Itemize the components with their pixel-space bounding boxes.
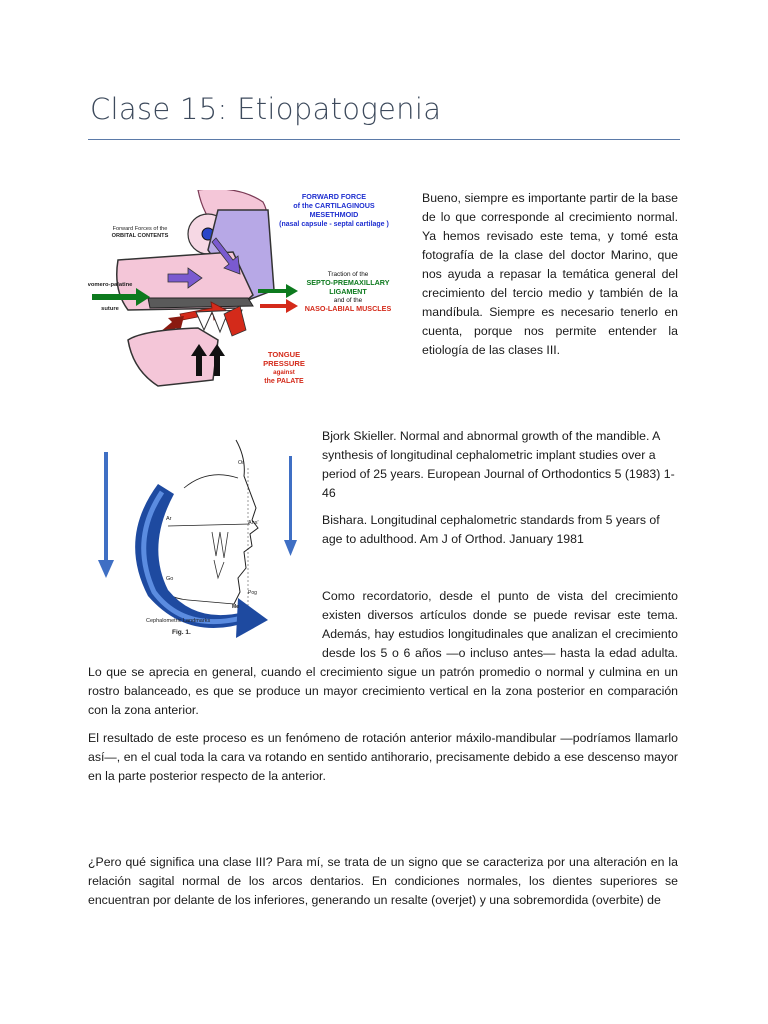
label-traction-3: LIGAMENT [329,287,367,296]
label-forward-force-2: of the CARTILAGINOUS [293,201,375,210]
label-vomero-1: vomero-palatine [88,282,133,288]
landmark-me: Me [232,604,239,610]
mandible-shape [128,328,218,386]
label-tongue-1: TONGUE [267,350,301,359]
landmark-go: Go [166,576,174,582]
growth-paragraph-text: Como recordatorio, desde el punto de vista del crecimiento existen diversos artículos donde se puede revisar este tema. Además, hay estudios longitudinales que analizan el crecimiento desde los 5 o 6 años —o incluso antes— hasta la edad adulta. Lo que se aprecia en general, cuando el crecimiento sigue un patrón promedio o normal y culmina en un rostro balanceado, es que se produce un mayor crecimiento vertical en la zona posterior en comparación con la zona anterior. [88,589,678,717]
skull-contour-line [184,475,238,488]
landmark-or: Or [238,460,245,466]
intro-paragraph: Bueno, siempre es importante partir de la base de lo que corresponde al crecimiento normal. Ya hemos revisado este tema, y tomé esta fotografía de la clase del doctor Marino, que nos ayuda a repasar la temática general del crecimiento del tercio medio y también de la mandíbula. Siempre es necesario tenerlo en cuenta, porque nos permite entender la etiología de las clases III. [422,191,678,357]
label-traction-5: NASO-LABIAL MUSCLES [304,304,392,313]
label-traction-2: SEPTO-PREMAXILLARY [306,278,390,287]
reference-bishara: Bishara. Longitudinal cephalometric standards from 5 years of age to adulthood. Am J of Orthod. January 1981 [322,513,660,546]
title-divider [88,139,680,140]
label-tongue-3: against [273,369,295,376]
reference-bjork-skieller: Bjork Skieller. Normal and abnormal growth of the mandible. A synthesis of longitudinal cephalometric implant studies over a period of 25 years. European Journal of Orthodontics 5 (1983) 1-46 [322,429,675,500]
label-forward-force-4: (nasal capsule - septal cartilage ) [279,221,389,228]
red-arrow-right [260,299,298,313]
class-iii-paragraph: ¿Pero qué significa una clase III? Para mí, se trata de un signo que se caracteriza por una alteración en la relación sagital normal de los arcos dentarios. En condiciones normales, los dientes superiores se encuentran por delante de los inferiores, generando un resalte (overjet) y una sobremordida (overbite) de [88,855,678,907]
landmark-pog: Pog [248,590,257,596]
label-tongue-2: PRESSURE [263,359,305,368]
label-orbital-2: ORBITAL CONTENTS [111,233,169,239]
label-vomero-2: suture [101,306,119,312]
growth-forces-illustration [88,190,408,390]
palatal-plane-line [168,524,250,526]
label-tongue-4: the PALATE [264,378,304,385]
rotation-paragraph: El resultado de este proceso es un fenómeno de rotación anterior máxilo-mandibular —podríamos llamarlo así—, en el cual toda la cara va rotando en sentido antihorario, precisamente debido a ese descenso mayor en la parte posterior respecto de la anterior. [88,731,678,783]
label-forward-force-1: FORWARD FORCE [301,192,367,201]
left-arrow-shaft [104,452,108,570]
teeth-outline [212,532,228,578]
right-arrow-head [284,540,297,556]
left-arrow-head [98,560,114,578]
growth-paragraph [88,587,678,720]
palate-band [148,298,253,308]
label-traction-4: and of the [333,297,363,304]
label-traction-1: Traction of the [327,271,369,278]
figure-caption-small: Cephalometric Landmarks [146,618,211,624]
figure-wrap-spacer [88,587,322,663]
right-arrow-shaft [289,456,292,548]
figure-caption: Fig. 1. [172,629,191,636]
landmark-ans: Ans' [248,520,259,526]
label-orbital-1: Forward Forces of the [112,226,168,232]
page-title: Clase 15: Etiopatogenia [90,92,442,126]
landmark-ar: Ar [166,516,172,522]
label-forward-force-3: MESETHMOID [309,210,359,219]
growth-forces-diagram [88,190,408,390]
